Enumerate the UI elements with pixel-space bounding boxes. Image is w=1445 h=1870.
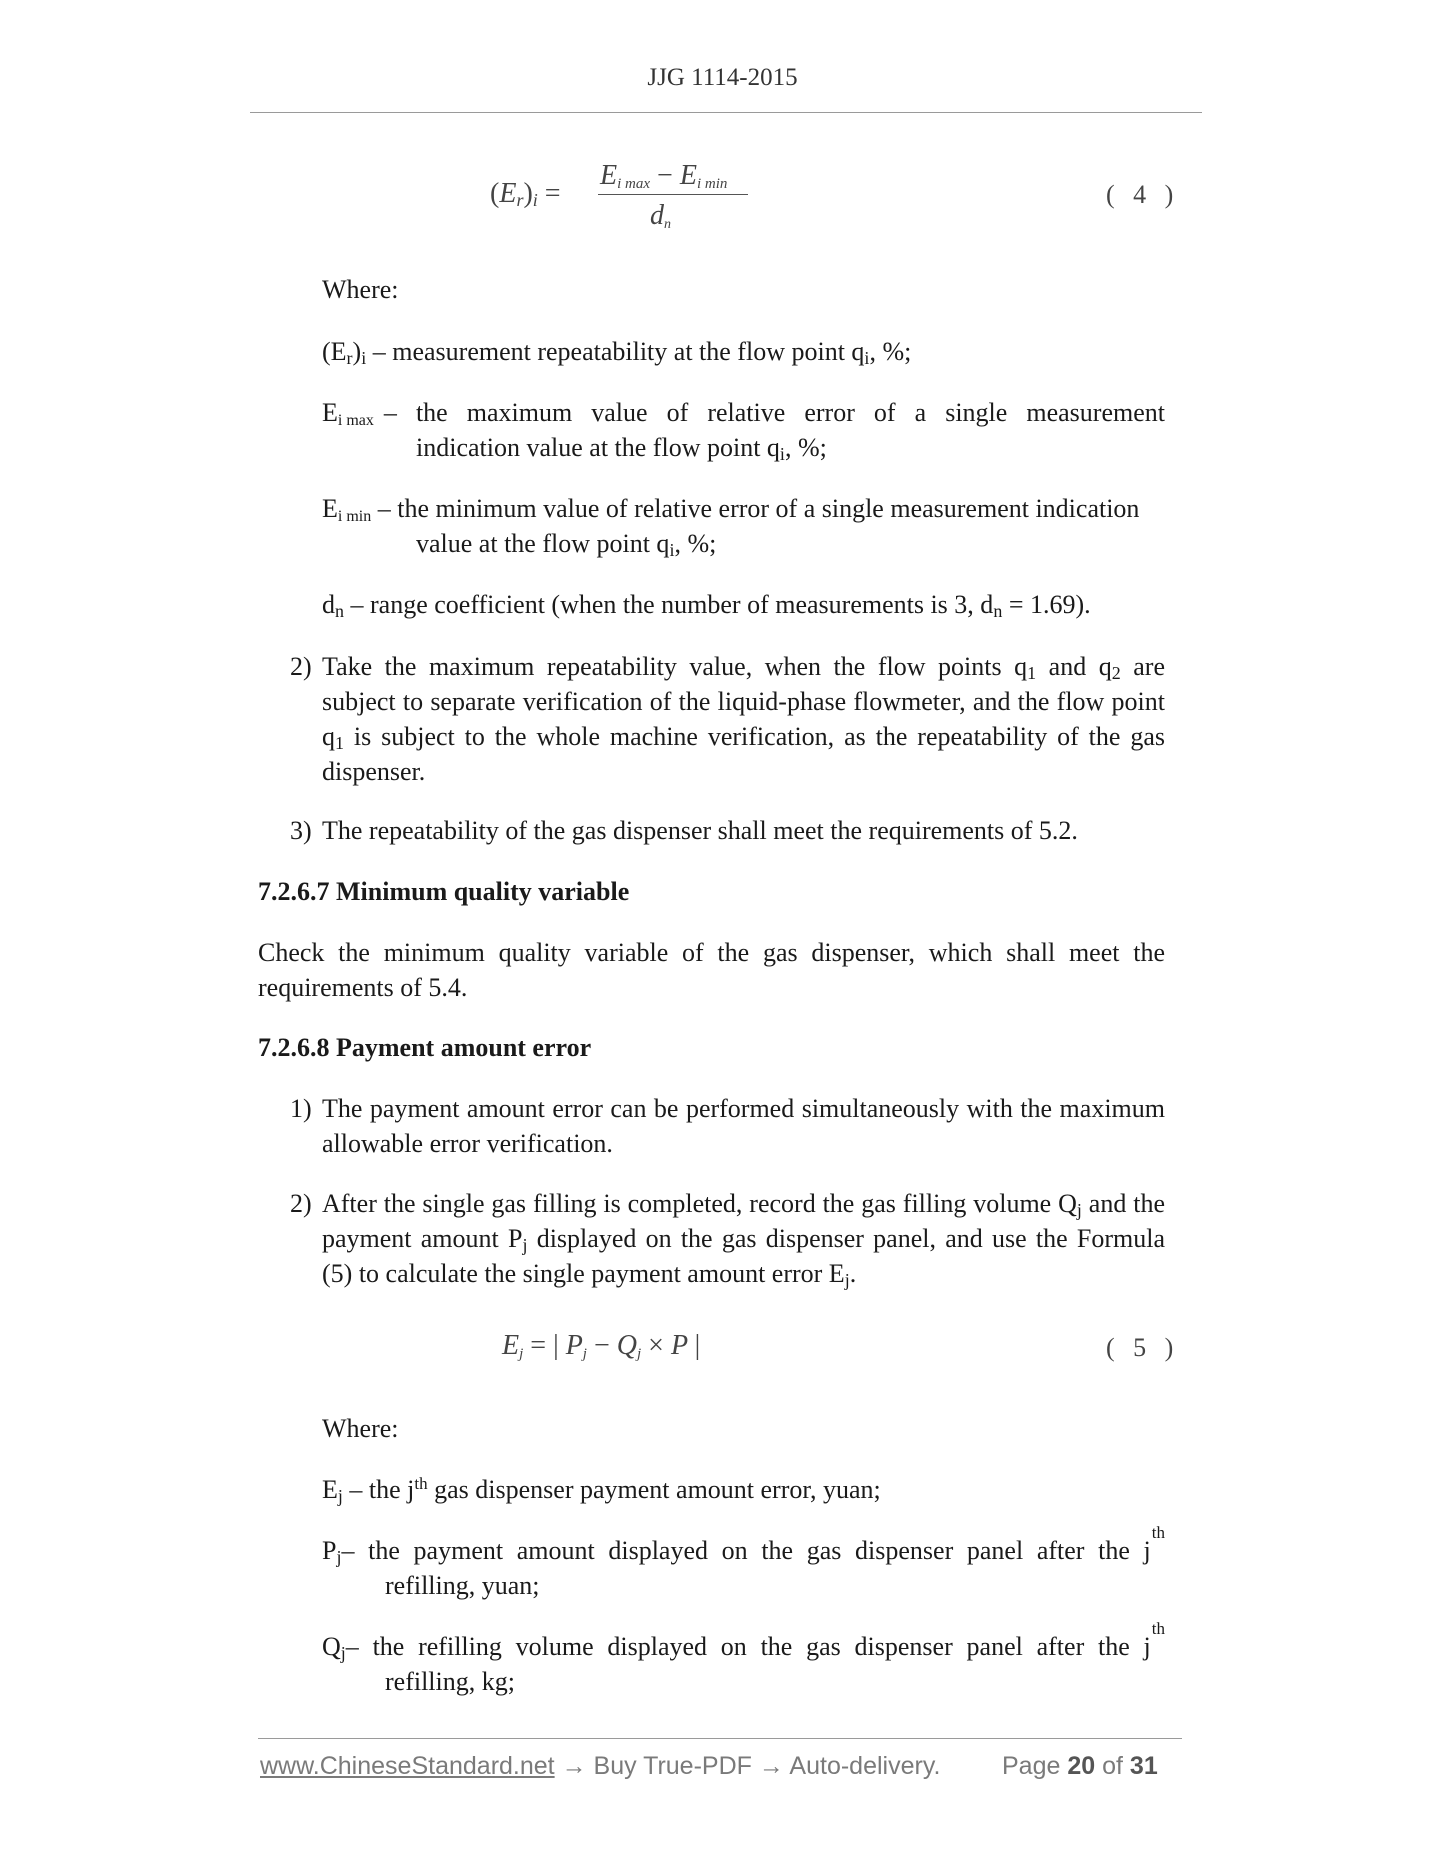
where-label-2: Where:: [322, 1414, 399, 1443]
definition-ej: $E_j$ – the $j^{th}$ gas dispenser payment amount error, yuan;: [322, 1474, 881, 1506]
formula-4-lhs-e: E: [499, 178, 517, 209]
formula-4-lhs-i: i: [532, 190, 538, 210]
where-label-1: Where:: [322, 275, 399, 304]
header-divider: [250, 112, 1202, 113]
item-3-text: The repeatability of the gas dispenser shall meet the requirements of 5.2.: [322, 816, 1078, 845]
formula-4-num-sub2: i min: [696, 176, 728, 192]
formula-4-num-sub1: i max: [617, 176, 651, 192]
section-7267-heading: 7.2.6.7 Minimum quality variable: [258, 877, 630, 906]
formula-4-fraction-bar: [598, 194, 748, 195]
buy-true-pdf-link[interactable]: Buy True-PDF: [593, 1752, 752, 1780]
formula-4-number: ( 4 ): [1106, 180, 1180, 209]
formula-4-lhs-r: r: [516, 190, 524, 210]
item-3-number: 3): [290, 816, 312, 845]
page-indicator: Page 20 of 31: [1002, 1752, 1158, 1780]
definition-pj: $P_j$ – the payment amount displayed on the gas dispenser panel after the j th refilling, yuan;: [322, 1523, 1165, 1600]
document-id-header: JJG 1114-2015: [647, 64, 798, 91]
definition-eimin: $E_{i min}$ – the minimum value of relative error of a single measurement indication value at the flow point $q_i$, %;: [322, 494, 1140, 560]
definition-dn: $d_n$ – range coefficient (when the number of measurements is 3, $d_n = 1.69$).: [322, 590, 1091, 621]
section-7268-item-2-text: After the single gas filling is completed, record the gas filling volume $Q_j$ and the payment amount $P_j$ displayed on the gas dispenser panel, and use the Formula (5) to calculate the single payment amount error $E_j$.: [322, 1189, 1165, 1290]
section-7268-item-1-text: The payment amount error can be performed simultaneously with the maximum allowable error verification.: [322, 1094, 1165, 1158]
chinese-standard-link[interactable]: www.ChineseStandard.net: [260, 1752, 555, 1780]
section-7268-heading: 7.2.6.8 Payment amount error: [258, 1033, 592, 1062]
footer-left: www.ChineseStandard.net → Buy True-PDF → Auto-delivery.: [260, 1752, 941, 1780]
item-2-number: 2): [290, 652, 312, 681]
formula-5-number: ( 5 ): [1106, 1333, 1180, 1362]
formula-4-minus: −: [657, 160, 673, 191]
formula-5: $E_j$ = | $P_j - Q_j \times P$ |: [502, 1330, 701, 1362]
definition-qj: $Q_j$ – the refilling volume displayed on the gas dispenser panel after the j th refilling, kg;: [322, 1619, 1165, 1696]
formula-4-den-d: d: [650, 200, 664, 231]
formula-4-num-e2: E: [679, 160, 697, 191]
section-7268-item-2-number: 2): [290, 1189, 312, 1218]
section-7267-body: Check the minimum quality variable of the gas dispenser, which shall meet the requirements of 5.4.: [258, 938, 1165, 1002]
formula-4-den-n: n: [664, 217, 671, 232]
formula-4-num-e1: E: [600, 160, 618, 191]
item-2-text: Take the maximum repeatability value, when the flow points $q_1$ and $q_2$ are subject to separate verification of the liquid-phase flowmeter, and the flow point $q_1$ is subject to the whole machine verification, as the repeatability of the gas dispenser.: [322, 652, 1165, 786]
definition-eimax: $E_{i max}$ – the maximum value of relative error of a single measurement indication value at the flow point $q_i$, %;: [322, 398, 1165, 464]
footer-divider: [258, 1738, 1182, 1739]
section-7268-item-1-number: 1): [290, 1094, 312, 1123]
definition-er: $(E_r)_i$ – measurement repeatability at the flow point $q_i$, %;: [322, 337, 912, 368]
formula-4: $(E_r)_i$ = $E_{i max} - E_{i min}$ $d_n$: [490, 160, 770, 240]
